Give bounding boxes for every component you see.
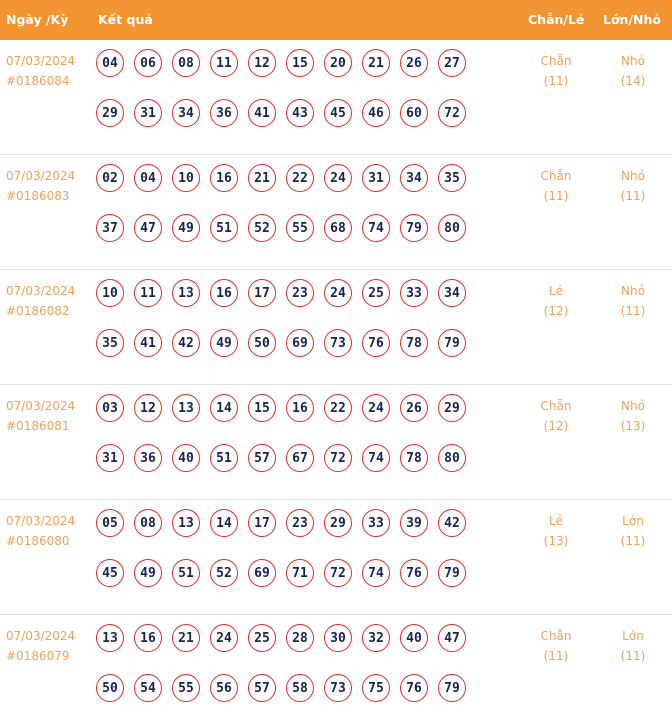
lonnho-result bbox=[603, 166, 663, 206]
number-ball: 33 bbox=[362, 509, 390, 537]
table-row bbox=[0, 615, 672, 719]
lonnho-value: Nhỏ bbox=[621, 54, 645, 68]
result-numbers bbox=[96, 394, 476, 472]
draw-info bbox=[6, 396, 75, 436]
number-ball: 04 bbox=[134, 164, 162, 192]
number-ball: 73 bbox=[324, 329, 352, 357]
draw-date: 07/03/2024 bbox=[6, 284, 76, 298]
number-ball: 42 bbox=[172, 329, 200, 357]
lonnho-count: (11) bbox=[620, 649, 646, 663]
number-ball: 29 bbox=[438, 394, 466, 422]
number-ball: 20 bbox=[324, 49, 352, 77]
chanle-result bbox=[526, 511, 586, 551]
draw-date: 07/03/2024 bbox=[6, 514, 76, 528]
lonnho-count: (14) bbox=[620, 74, 646, 88]
result-numbers bbox=[96, 49, 476, 127]
number-ball: 15 bbox=[286, 49, 314, 77]
number-ball: 16 bbox=[210, 279, 238, 307]
number-ball: 32 bbox=[362, 624, 390, 652]
number-ball: 51 bbox=[172, 559, 200, 587]
number-ball: 26 bbox=[400, 394, 428, 422]
number-ball: 60 bbox=[400, 99, 428, 127]
table-row bbox=[0, 500, 672, 615]
number-ball: 22 bbox=[286, 164, 314, 192]
number-ball: 16 bbox=[210, 164, 238, 192]
number-ball: 29 bbox=[96, 99, 124, 127]
number-ball: 24 bbox=[362, 394, 390, 422]
chanle-result bbox=[526, 396, 586, 436]
number-ball: 55 bbox=[286, 214, 314, 242]
table-header bbox=[0, 0, 672, 40]
lonnho-result bbox=[603, 281, 663, 321]
number-ball: 31 bbox=[134, 99, 162, 127]
chanle-count: (13) bbox=[543, 534, 569, 548]
number-ball: 31 bbox=[96, 444, 124, 472]
number-ball: 68 bbox=[324, 214, 352, 242]
draw-id: #0186081 bbox=[6, 419, 70, 433]
number-ball: 37 bbox=[96, 214, 124, 242]
number-ball: 55 bbox=[172, 674, 200, 702]
number-ball: 72 bbox=[324, 559, 352, 587]
number-ball: 11 bbox=[210, 49, 238, 77]
number-ball: 34 bbox=[438, 279, 466, 307]
chanle-result bbox=[526, 166, 586, 206]
number-ball: 24 bbox=[324, 279, 352, 307]
number-ball: 51 bbox=[210, 214, 238, 242]
draw-id: #0186082 bbox=[6, 304, 70, 318]
number-ball: 41 bbox=[248, 99, 276, 127]
number-ball: 42 bbox=[438, 509, 466, 537]
lonnho-result bbox=[603, 626, 663, 666]
number-ball: 71 bbox=[286, 559, 314, 587]
number-ball: 03 bbox=[96, 394, 124, 422]
draw-info bbox=[6, 166, 75, 206]
number-ball: 69 bbox=[248, 559, 276, 587]
lonnho-value: Lớn bbox=[622, 514, 644, 528]
number-ball: 45 bbox=[96, 559, 124, 587]
number-ball: 21 bbox=[172, 624, 200, 652]
chanle-value: Chẵn bbox=[540, 629, 572, 643]
result-numbers bbox=[96, 509, 476, 587]
number-ball: 29 bbox=[324, 509, 352, 537]
chanle-value: Chẵn bbox=[540, 169, 572, 183]
number-ball: 12 bbox=[134, 394, 162, 422]
number-ball: 15 bbox=[248, 394, 276, 422]
header-result-label: Kết quả bbox=[98, 12, 153, 27]
number-ball: 14 bbox=[210, 509, 238, 537]
number-ball: 14 bbox=[210, 394, 238, 422]
number-ball: 43 bbox=[286, 99, 314, 127]
draw-id: #0186083 bbox=[6, 189, 70, 203]
number-ball: 21 bbox=[248, 164, 276, 192]
number-ball: 80 bbox=[438, 444, 466, 472]
lonnho-result bbox=[603, 51, 663, 91]
number-ball: 24 bbox=[210, 624, 238, 652]
result-numbers bbox=[96, 164, 476, 242]
number-ball: 80 bbox=[438, 214, 466, 242]
number-ball: 06 bbox=[134, 49, 162, 77]
number-ball: 13 bbox=[96, 624, 124, 652]
number-ball: 25 bbox=[248, 624, 276, 652]
number-ball: 46 bbox=[362, 99, 390, 127]
lonnho-result bbox=[603, 511, 663, 551]
draw-info bbox=[6, 281, 75, 321]
header-chanle-label: Chẵn/Lẻ bbox=[528, 12, 585, 27]
number-ball: 74 bbox=[362, 214, 390, 242]
number-ball: 49 bbox=[210, 329, 238, 357]
number-ball: 21 bbox=[362, 49, 390, 77]
number-ball: 79 bbox=[438, 559, 466, 587]
number-ball: 17 bbox=[248, 509, 276, 537]
draw-date: 07/03/2024 bbox=[6, 54, 76, 68]
number-ball: 34 bbox=[400, 164, 428, 192]
number-ball: 47 bbox=[134, 214, 162, 242]
number-ball: 73 bbox=[324, 674, 352, 702]
number-ball: 52 bbox=[210, 559, 238, 587]
lonnho-value: Nhỏ bbox=[621, 284, 645, 298]
number-ball: 36 bbox=[134, 444, 162, 472]
number-ball: 13 bbox=[172, 279, 200, 307]
lonnho-value: Nhỏ bbox=[621, 399, 645, 413]
number-ball: 57 bbox=[248, 444, 276, 472]
number-ball: 74 bbox=[362, 444, 390, 472]
number-ball: 78 bbox=[400, 444, 428, 472]
table-row bbox=[0, 385, 672, 500]
number-ball: 52 bbox=[248, 214, 276, 242]
number-ball: 75 bbox=[362, 674, 390, 702]
draw-date: 07/03/2024 bbox=[6, 399, 76, 413]
draw-id: #0186084 bbox=[6, 74, 70, 88]
number-ball: 72 bbox=[438, 99, 466, 127]
draw-date: 07/03/2024 bbox=[6, 629, 76, 643]
chanle-result bbox=[526, 281, 586, 321]
number-ball: 13 bbox=[172, 394, 200, 422]
lonnho-count: (11) bbox=[620, 304, 646, 318]
number-ball: 50 bbox=[248, 329, 276, 357]
number-ball: 54 bbox=[134, 674, 162, 702]
number-ball: 51 bbox=[210, 444, 238, 472]
lonnho-result bbox=[603, 396, 663, 436]
chanle-result bbox=[526, 51, 586, 91]
number-ball: 08 bbox=[134, 509, 162, 537]
number-ball: 45 bbox=[324, 99, 352, 127]
number-ball: 23 bbox=[286, 279, 314, 307]
number-ball: 13 bbox=[172, 509, 200, 537]
number-ball: 74 bbox=[362, 559, 390, 587]
number-ball: 11 bbox=[134, 279, 162, 307]
number-ball: 50 bbox=[96, 674, 124, 702]
number-ball: 36 bbox=[210, 99, 238, 127]
draw-info bbox=[6, 626, 75, 666]
header-lonnho-label: Lớn/Nhỏ bbox=[603, 12, 661, 27]
results-table bbox=[0, 40, 672, 719]
chanle-result bbox=[526, 626, 586, 666]
number-ball: 24 bbox=[324, 164, 352, 192]
number-ball: 12 bbox=[248, 49, 276, 77]
number-ball: 49 bbox=[134, 559, 162, 587]
draw-date: 07/03/2024 bbox=[6, 169, 76, 183]
chanle-count: (11) bbox=[543, 649, 569, 663]
number-ball: 76 bbox=[400, 674, 428, 702]
chanle-value: Lẻ bbox=[548, 514, 564, 528]
chanle-value: Chẵn bbox=[540, 54, 572, 68]
number-ball: 78 bbox=[400, 329, 428, 357]
number-ball: 04 bbox=[96, 49, 124, 77]
number-ball: 76 bbox=[400, 559, 428, 587]
draw-info bbox=[6, 511, 75, 551]
header-date-label: Ngày /Kỳ bbox=[6, 12, 69, 27]
number-ball: 16 bbox=[134, 624, 162, 652]
number-ball: 22 bbox=[324, 394, 352, 422]
chanle-count: (12) bbox=[543, 419, 569, 433]
number-ball: 39 bbox=[400, 509, 428, 537]
number-ball: 35 bbox=[438, 164, 466, 192]
number-ball: 23 bbox=[286, 509, 314, 537]
number-ball: 79 bbox=[400, 214, 428, 242]
lonnho-value: Lớn bbox=[622, 629, 644, 643]
number-ball: 40 bbox=[172, 444, 200, 472]
number-ball: 27 bbox=[438, 49, 466, 77]
number-ball: 10 bbox=[96, 279, 124, 307]
number-ball: 08 bbox=[172, 49, 200, 77]
chanle-count: (11) bbox=[543, 189, 569, 203]
number-ball: 05 bbox=[96, 509, 124, 537]
table-row bbox=[0, 155, 672, 270]
result-numbers bbox=[96, 624, 476, 702]
lonnho-value: Nhỏ bbox=[621, 169, 645, 183]
number-ball: 26 bbox=[400, 49, 428, 77]
number-ball: 72 bbox=[324, 444, 352, 472]
number-ball: 57 bbox=[248, 674, 276, 702]
number-ball: 49 bbox=[172, 214, 200, 242]
number-ball: 10 bbox=[172, 164, 200, 192]
number-ball: 67 bbox=[286, 444, 314, 472]
draw-id: #0186080 bbox=[6, 534, 70, 548]
number-ball: 41 bbox=[134, 329, 162, 357]
chanle-value: Lẻ bbox=[548, 284, 564, 298]
draw-info bbox=[6, 51, 75, 91]
result-numbers bbox=[96, 279, 476, 357]
number-ball: 17 bbox=[248, 279, 276, 307]
number-ball: 47 bbox=[438, 624, 466, 652]
number-ball: 28 bbox=[286, 624, 314, 652]
table-row bbox=[0, 270, 672, 385]
number-ball: 35 bbox=[96, 329, 124, 357]
chanle-count: (12) bbox=[543, 304, 569, 318]
number-ball: 34 bbox=[172, 99, 200, 127]
chanle-count: (11) bbox=[543, 74, 569, 88]
number-ball: 79 bbox=[438, 674, 466, 702]
number-ball: 69 bbox=[286, 329, 314, 357]
number-ball: 40 bbox=[400, 624, 428, 652]
number-ball: 56 bbox=[210, 674, 238, 702]
number-ball: 16 bbox=[286, 394, 314, 422]
draw-id: #0186079 bbox=[6, 649, 70, 663]
lonnho-count: (13) bbox=[620, 419, 646, 433]
number-ball: 79 bbox=[438, 329, 466, 357]
table-row bbox=[0, 40, 672, 155]
lonnho-count: (11) bbox=[620, 189, 646, 203]
chanle-value: Chẵn bbox=[540, 399, 572, 413]
number-ball: 76 bbox=[362, 329, 390, 357]
number-ball: 58 bbox=[286, 674, 314, 702]
number-ball: 31 bbox=[362, 164, 390, 192]
lonnho-count: (11) bbox=[620, 534, 646, 548]
number-ball: 30 bbox=[324, 624, 352, 652]
number-ball: 33 bbox=[400, 279, 428, 307]
number-ball: 25 bbox=[362, 279, 390, 307]
number-ball: 02 bbox=[96, 164, 124, 192]
